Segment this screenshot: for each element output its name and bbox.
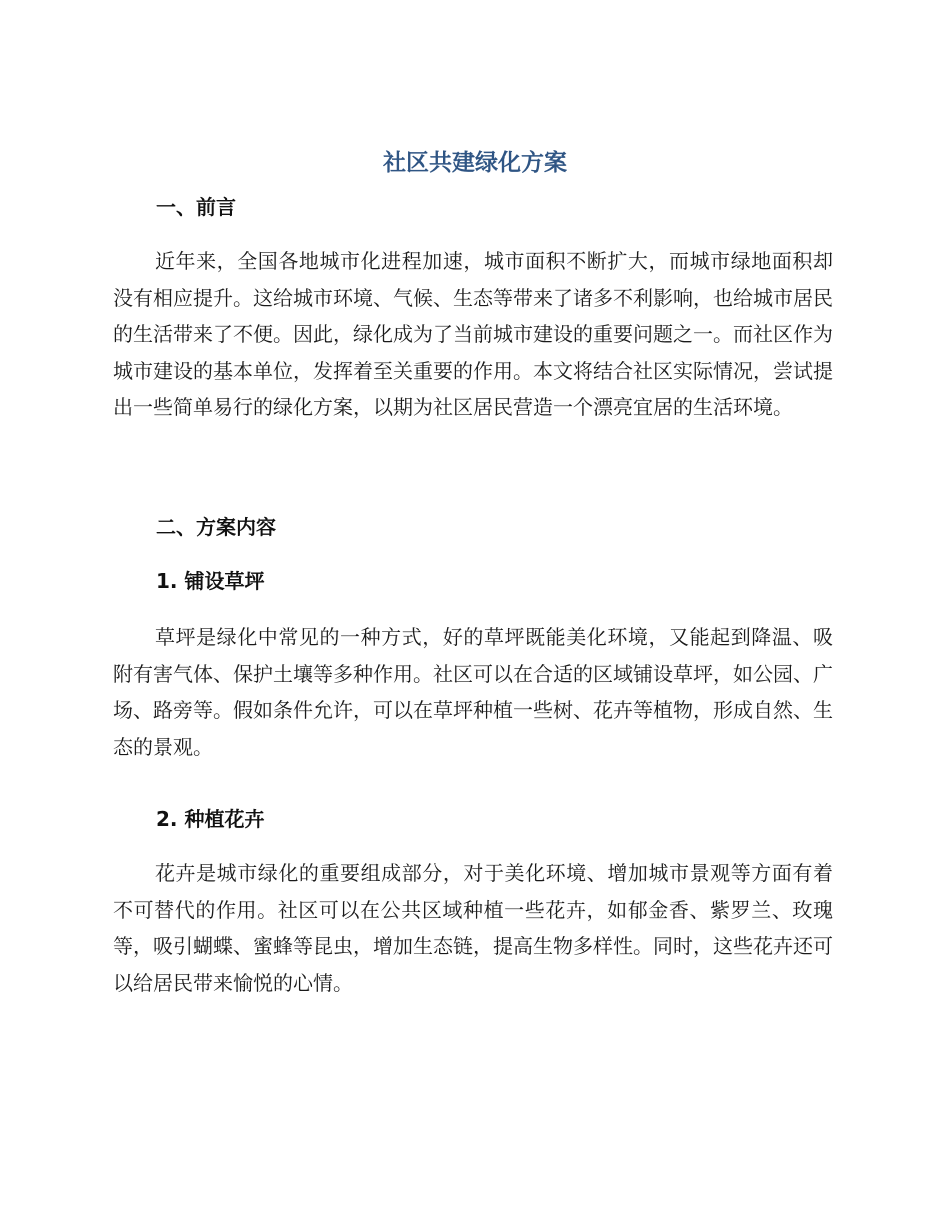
subsection-heading-flowers: 2. 种植花卉: [156, 807, 265, 831]
subsection-heading-lawn: 1. 铺设草坪: [156, 569, 265, 593]
document-title: 社区共建绿化方案: [383, 150, 567, 176]
section-heading-preface: 一、前言: [156, 195, 236, 219]
flowers-paragraph: 花卉是城市绿化的重要组成部分，对于美化环境、增加城市景观等方面有着不可替代的作用。社区可以在公共区域种植一些花卉，如郁金香、紫罗兰、玫瑰等，吸引蝴蝶、蜜蜂等昆虫，增加生态链，提高生物多样性。同时，这些花卉还可以给居民带来愉悦的心情。: [113, 861, 833, 995]
preface-paragraph: 近年来，全国各地城市化进程加速，城市面积不断扩大，而城市绿地面积却没有相应提升。这给城市环境、气候、生态等带来了诸多不利影响，也给城市居民的生活带来了不便。因此，绿化成为了当前城市建设的重要问题之一。而社区作为城市建设的基本单位，发挥着至关重要的作用。本文将结合社区实际情况，尝试提出一些简单易行的绿化方案，以期为社区居民营造一个漂亮宜居的生活环境。: [113, 249, 833, 419]
section-heading-plan-content: 二、方案内容: [156, 515, 276, 539]
lawn-paragraph: 草坪是绿化中常见的一种方式，好的草坪既能美化环境，又能起到降温、吸附有害气体、保护土壤等多种作用。社区可以在合适的区域铺设草坪，如公园、广场、路旁等。假如条件允许，可以在草坪种植一些树、花卉等植物，形成自然、生态的景观。: [113, 625, 833, 759]
